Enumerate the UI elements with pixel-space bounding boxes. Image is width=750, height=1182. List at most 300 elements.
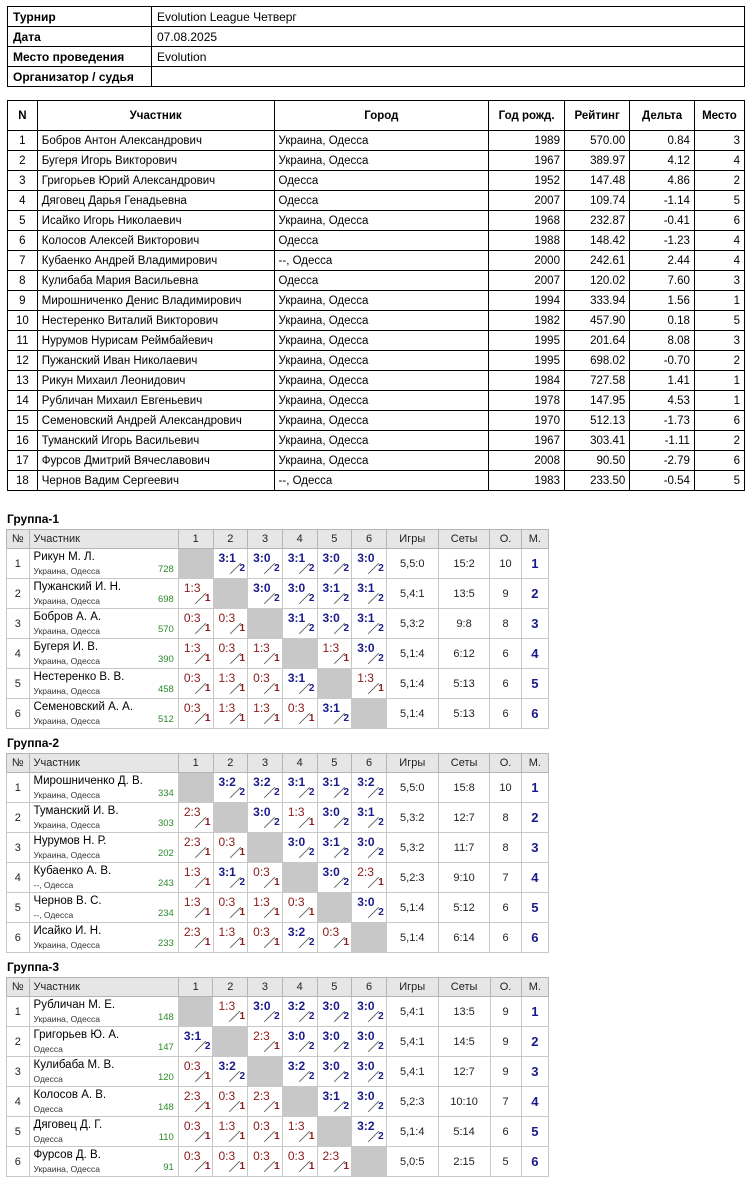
col-delta-cell: -2.79: [630, 451, 695, 471]
player-games: 5,1:4: [386, 639, 438, 669]
player-cell: [29, 639, 178, 669]
player-points: 9: [490, 997, 521, 1027]
group-col-header: 6: [352, 754, 387, 773]
player-place: 4: [521, 863, 548, 893]
match-result-cell: [352, 803, 387, 833]
match-points: 1: [378, 877, 384, 888]
col-place-header: Место: [694, 101, 744, 131]
match-result-cell: [317, 1057, 352, 1087]
match-result-cell: [352, 609, 387, 639]
match-score: 1:3: [218, 925, 236, 939]
match-score: 3:2: [218, 775, 236, 789]
player-sets: 6:14: [438, 923, 490, 953]
match-score: 0:3: [218, 835, 236, 849]
col-place-cell: 3: [694, 331, 744, 351]
col-rating-cell: 512.13: [564, 411, 629, 431]
self-cell: [352, 1147, 387, 1177]
player-points: 6: [490, 669, 521, 699]
group-player-row: [7, 579, 549, 609]
col-birth-year-cell: 1968: [489, 211, 565, 231]
col-participant-cell: Бобров Антон Александрович: [37, 131, 274, 151]
match-points: 1: [343, 1161, 350, 1172]
group-col-header: 5: [317, 530, 352, 549]
match-score: 1:3: [183, 581, 201, 595]
participant-row: [8, 311, 745, 331]
col-birth-year-cell: 1967: [489, 151, 565, 171]
match-result-cell: [317, 997, 352, 1027]
group-col-header: 3: [248, 530, 283, 549]
col-participant-header: Участник: [37, 101, 274, 131]
col-participant-cell: Пужанский Иван Николаевич: [37, 351, 274, 371]
match-score: 3:0: [357, 1059, 375, 1073]
col-n-cell: 2: [8, 151, 38, 171]
col-rating-cell: 570.00: [564, 131, 629, 151]
group-header-row: [7, 754, 549, 773]
match-points: 2: [378, 623, 384, 634]
match-result-cell: [213, 699, 248, 729]
col-participant-cell: Исайко Игорь Николаевич: [37, 211, 274, 231]
player-rating: 698: [157, 594, 174, 605]
match-result-cell: [282, 803, 317, 833]
player-city: --, Одесса: [33, 910, 74, 920]
match-result-cell: [317, 773, 352, 803]
match-result-cell: [248, 669, 283, 699]
match-result-cell: [317, 923, 352, 953]
group-player-row: [7, 803, 549, 833]
info-value: [152, 67, 745, 87]
match-score: 3:1: [357, 581, 375, 595]
col-rating-cell: 232.87: [564, 211, 629, 231]
match-points: 1: [274, 713, 280, 724]
match-result-cell: [317, 803, 352, 833]
match-result-cell: [248, 997, 283, 1027]
match-result-cell: [178, 639, 213, 669]
player-place: 3: [521, 609, 548, 639]
match-score: 2:3: [322, 1149, 340, 1163]
info-value: Evolution League Четверг: [152, 7, 745, 27]
match-score: 1:3: [357, 671, 374, 685]
group-col-header: 4: [282, 978, 317, 997]
match-points: 1: [204, 877, 211, 888]
info-value: 07.08.2025: [152, 27, 745, 47]
match-result-cell: [352, 833, 387, 863]
info-label: Турнир: [8, 7, 152, 27]
col-place-cell: 4: [694, 251, 744, 271]
match-points: 1: [274, 653, 280, 664]
match-score: 3:0: [322, 999, 340, 1013]
player-games: 5,2:3: [386, 863, 438, 893]
participant-row: [8, 251, 745, 271]
match-score: 3:0: [357, 1029, 375, 1043]
player-rating: 148: [157, 1102, 174, 1113]
col-participant-cell: Бугеря Игорь Викторович: [37, 151, 274, 171]
col-n-cell: 15: [8, 411, 38, 431]
col-place-cell: 1: [694, 371, 744, 391]
col-participant-cell: Фурсов Дмитрий Вячеславович: [37, 451, 274, 471]
match-points: 1: [343, 653, 350, 664]
col-birth-year-cell: 2007: [489, 191, 565, 211]
col-delta-cell: -1.23: [630, 231, 695, 251]
match-points: 2: [378, 563, 384, 574]
match-points: 1: [274, 1101, 280, 1112]
match-result-cell: [282, 923, 317, 953]
col-delta-cell: -0.41: [630, 211, 695, 231]
info-row: [8, 27, 745, 47]
col-birth-year-cell: 1952: [489, 171, 565, 191]
match-points: 2: [378, 653, 384, 664]
match-points: 2: [308, 683, 315, 694]
match-score: 0:3: [253, 1149, 270, 1163]
player-points: 8: [490, 803, 521, 833]
group-col-header: Игры: [386, 978, 438, 997]
self-cell: [213, 579, 248, 609]
col-rating-cell: 727.58: [564, 371, 629, 391]
match-points: 2: [343, 713, 350, 724]
player-games: 5,2:3: [386, 1087, 438, 1117]
match-score: 1:3: [253, 895, 270, 909]
match-score: 1:3: [218, 671, 236, 685]
match-score: 1:3: [218, 999, 236, 1013]
player-games: 5,1:4: [386, 1117, 438, 1147]
match-points: 1: [239, 713, 246, 724]
match-result-cell: [213, 1147, 248, 1177]
group-col-header: О.: [490, 530, 521, 549]
player-number: 2: [7, 1027, 30, 1057]
group-col-header: 4: [282, 754, 317, 773]
col-birth-year-cell: 1983: [489, 471, 565, 491]
match-result-cell: [282, 773, 317, 803]
match-score: 2:3: [253, 1089, 270, 1103]
player-number: 2: [7, 579, 30, 609]
col-n-header: N: [8, 101, 38, 131]
participant-row: [8, 391, 745, 411]
match-points: 2: [343, 817, 350, 828]
self-cell: [248, 1057, 283, 1087]
group-player-row: [7, 1057, 549, 1087]
group-col-header: Сеты: [438, 530, 490, 549]
match-score: 3:0: [357, 1089, 375, 1103]
col-rating-header: Рейтинг: [564, 101, 629, 131]
self-cell: [282, 863, 317, 893]
match-score: 3:0: [357, 999, 375, 1013]
match-points: 1: [274, 1041, 280, 1052]
match-points: 1: [308, 1161, 315, 1172]
match-score: 3:0: [253, 805, 271, 819]
info-value: Evolution: [152, 47, 745, 67]
col-n-cell: 18: [8, 471, 38, 491]
player-points: 9: [490, 1057, 521, 1087]
player-city: Украина, Одесса: [33, 790, 100, 800]
group-col-header: 3: [248, 754, 283, 773]
match-result-cell: [317, 579, 352, 609]
group-col-header: Сеты: [438, 978, 490, 997]
player-points: 10: [490, 549, 521, 579]
info-row: [8, 7, 745, 27]
match-points: 1: [239, 623, 246, 634]
match-result-cell: [178, 1147, 213, 1177]
match-score: 0:3: [218, 895, 236, 909]
player-name: Исайко И. Н.: [33, 925, 102, 937]
col-rating-cell: 457.90: [564, 311, 629, 331]
col-rating-cell: 147.48: [564, 171, 629, 191]
match-points: 1: [308, 907, 315, 918]
match-points: 1: [204, 847, 211, 858]
player-rating: 570: [157, 624, 174, 635]
match-result-cell: [178, 803, 213, 833]
col-delta-cell: -1.73: [630, 411, 695, 431]
match-result-cell: [178, 699, 213, 729]
player-sets: 5:13: [438, 699, 490, 729]
player-sets: 13:5: [438, 579, 490, 609]
player-city: Одесса: [33, 1104, 63, 1114]
player-sets: 15:8: [438, 773, 490, 803]
col-birth-year-cell: 1994: [489, 291, 565, 311]
self-cell: [352, 699, 387, 729]
player-city: Украина, Одесса: [33, 850, 100, 860]
col-city-cell: Одесса: [274, 171, 489, 191]
col-delta-cell: -0.54: [630, 471, 695, 491]
col-rating-cell: 698.02: [564, 351, 629, 371]
match-points: 2: [343, 847, 350, 858]
col-n-cell: 5: [8, 211, 38, 231]
group-player-row: [7, 609, 549, 639]
match-score: 2:3: [183, 835, 201, 849]
match-points: 1: [204, 1131, 211, 1142]
col-place-cell: 6: [694, 451, 744, 471]
match-points: 1: [204, 937, 211, 948]
group-col-header: №: [7, 754, 30, 773]
player-name: Нестеренко В. В.: [33, 671, 125, 683]
group-header-row: [7, 978, 549, 997]
match-score: 3:0: [322, 805, 340, 819]
match-score: 3:0: [357, 641, 375, 655]
match-score: 3:1: [357, 611, 375, 625]
col-rating-cell: 389.97: [564, 151, 629, 171]
self-cell: [178, 549, 213, 579]
player-points: 6: [490, 639, 521, 669]
group-col-header: О.: [490, 754, 521, 773]
self-cell: [178, 773, 213, 803]
col-place-cell: 3: [694, 131, 744, 151]
col-participant-cell: Семеновский Андрей Александрович: [37, 411, 274, 431]
player-place: 4: [521, 639, 548, 669]
player-cell: [29, 699, 178, 729]
col-city-cell: Одесса: [274, 191, 489, 211]
player-city: Украина, Одесса: [33, 820, 100, 830]
player-cell: [29, 1057, 178, 1087]
self-cell: [352, 923, 387, 953]
group-col-header: 2: [213, 530, 248, 549]
match-score: 0:3: [287, 895, 305, 909]
col-participant-cell: Дяговец Дарья Генадьевна: [37, 191, 274, 211]
player-name: Нурумов Н. Р.: [33, 835, 107, 847]
player-sets: 9:8: [438, 609, 490, 639]
match-points: 1: [204, 683, 211, 694]
col-place-cell: 5: [694, 191, 744, 211]
match-score: 2:3: [253, 1029, 270, 1043]
match-score: 2:3: [183, 925, 201, 939]
match-score: 3:0: [322, 1059, 340, 1073]
match-score: 3:2: [357, 1119, 375, 1133]
col-city-header: Город: [274, 101, 489, 131]
match-score: 3:1: [357, 805, 375, 819]
match-result-cell: [248, 893, 283, 923]
group-header-row: [7, 530, 549, 549]
col-city-cell: Украина, Одесса: [274, 371, 489, 391]
player-games: 5,4:1: [386, 579, 438, 609]
col-n-cell: 13: [8, 371, 38, 391]
match-result-cell: [213, 893, 248, 923]
match-result-cell: [213, 669, 248, 699]
match-score: 0:3: [183, 611, 201, 625]
player-points: 5: [490, 1147, 521, 1177]
match-result-cell: [178, 609, 213, 639]
match-points: 1: [239, 653, 246, 664]
group-col-header: 2: [213, 978, 248, 997]
group-col-header: 2: [213, 754, 248, 773]
player-points: 10: [490, 773, 521, 803]
player-city: --, Одесса: [33, 880, 74, 890]
match-score: 1:3: [183, 865, 201, 879]
player-points: 7: [490, 863, 521, 893]
player-games: 5,5:0: [386, 773, 438, 803]
match-score: 3:0: [322, 551, 340, 565]
player-name: Туманский И. В.: [33, 805, 119, 817]
col-city-cell: Украина, Одесса: [274, 431, 489, 451]
player-city: Украина, Одесса: [33, 716, 100, 726]
match-score: 3:0: [322, 865, 340, 879]
col-delta-cell: 4.12: [630, 151, 695, 171]
group-player-row: [7, 997, 549, 1027]
player-points: 6: [490, 923, 521, 953]
match-points: 2: [308, 787, 315, 798]
col-city-cell: Украина, Одесса: [274, 451, 489, 471]
player-number: 3: [7, 833, 30, 863]
group-player-row: [7, 1117, 549, 1147]
match-result-cell: [282, 609, 317, 639]
match-result-cell: [248, 1147, 283, 1177]
match-result-cell: [282, 699, 317, 729]
match-points: 1: [274, 683, 280, 694]
match-score: 1:3: [183, 895, 201, 909]
match-points: 2: [343, 1041, 350, 1052]
player-sets: 5:14: [438, 1117, 490, 1147]
player-rating: 303: [157, 818, 174, 829]
match-points: 2: [378, 1131, 384, 1142]
match-points: 2: [274, 563, 280, 574]
match-points: 1: [239, 1131, 246, 1142]
match-score: 3:1: [322, 581, 340, 595]
match-result-cell: [317, 699, 352, 729]
player-games: 5,1:4: [386, 669, 438, 699]
group-col-header: Участник: [29, 754, 178, 773]
match-points: 1: [204, 593, 211, 604]
col-rating-cell: 233.50: [564, 471, 629, 491]
player-number: 5: [7, 669, 30, 699]
player-name: Колосов А. В.: [33, 1089, 107, 1101]
match-score: 0:3: [218, 1149, 236, 1163]
match-points: 1: [204, 1071, 211, 1082]
match-score: 1:3: [287, 805, 305, 819]
player-cell: [29, 923, 178, 953]
match-result-cell: [317, 1087, 352, 1117]
match-result-cell: [213, 1087, 248, 1117]
player-rating: 243: [157, 878, 174, 889]
col-place-cell: 1: [694, 391, 744, 411]
player-city: Украина, Одесса: [33, 1014, 100, 1024]
match-points: 2: [274, 787, 280, 798]
match-result-cell: [317, 863, 352, 893]
match-points: 1: [204, 907, 211, 918]
player-number: 4: [7, 863, 30, 893]
match-score: 0:3: [253, 1119, 270, 1133]
match-points: 2: [378, 787, 384, 798]
match-points: 1: [274, 1131, 280, 1142]
match-score: 3:2: [287, 925, 306, 939]
match-result-cell: [352, 579, 387, 609]
player-points: 9: [490, 579, 521, 609]
col-rating-cell: 303.41: [564, 431, 629, 451]
player-place: 6: [521, 1147, 548, 1177]
col-birth-year-cell: 1988: [489, 231, 565, 251]
col-rating-cell: 120.02: [564, 271, 629, 291]
player-games: 5,0:5: [386, 1147, 438, 1177]
match-score: 3:2: [287, 1059, 306, 1073]
col-place-cell: 4: [694, 231, 744, 251]
match-result-cell: [213, 833, 248, 863]
player-rating: 202: [157, 848, 174, 859]
player-cell: [29, 863, 178, 893]
player-cell: [29, 803, 178, 833]
col-delta-cell: 1.41: [630, 371, 695, 391]
col-birth-year-cell: 1984: [489, 371, 565, 391]
group-col-header: М.: [521, 530, 548, 549]
match-score: 0:3: [253, 865, 270, 879]
col-participant-cell: Кулибаба Мария Васильевна: [37, 271, 274, 291]
col-birth-year-header: Год рожд.: [489, 101, 565, 131]
col-n-cell: 12: [8, 351, 38, 371]
match-result-cell: [317, 609, 352, 639]
match-result-cell: [178, 833, 213, 863]
col-participant-cell: Кубаенко Андрей Владимирович: [37, 251, 274, 271]
player-number: 2: [7, 803, 30, 833]
player-sets: 13:5: [438, 997, 490, 1027]
match-points: 1: [274, 937, 280, 948]
self-cell: [317, 893, 352, 923]
col-birth-year-cell: 1989: [489, 131, 565, 151]
match-points: 2: [239, 877, 246, 888]
player-name: Семеновский А. А.: [33, 701, 134, 713]
player-sets: 12:7: [438, 803, 490, 833]
match-score: 0:3: [183, 1059, 201, 1073]
match-result-cell: [352, 549, 387, 579]
col-rating-cell: 109.74: [564, 191, 629, 211]
match-result-cell: [178, 1057, 213, 1087]
match-points: 2: [274, 593, 280, 604]
match-score: 3:0: [287, 1029, 306, 1043]
match-points: 2: [378, 593, 384, 604]
col-participant-cell: Рикун Михаил Леонидович: [37, 371, 274, 391]
col-city-cell: Украина, Одесса: [274, 391, 489, 411]
player-rating: 390: [157, 654, 174, 665]
match-score: 1:3: [253, 701, 270, 715]
group-player-row: [7, 893, 549, 923]
player-name: Дяговец Д. Г.: [33, 1119, 103, 1131]
match-score: 0:3: [183, 1119, 201, 1133]
match-points: 1: [239, 683, 246, 694]
info-label: Организатор / судья: [8, 67, 152, 87]
col-birth-year-cell: 1982: [489, 311, 565, 331]
